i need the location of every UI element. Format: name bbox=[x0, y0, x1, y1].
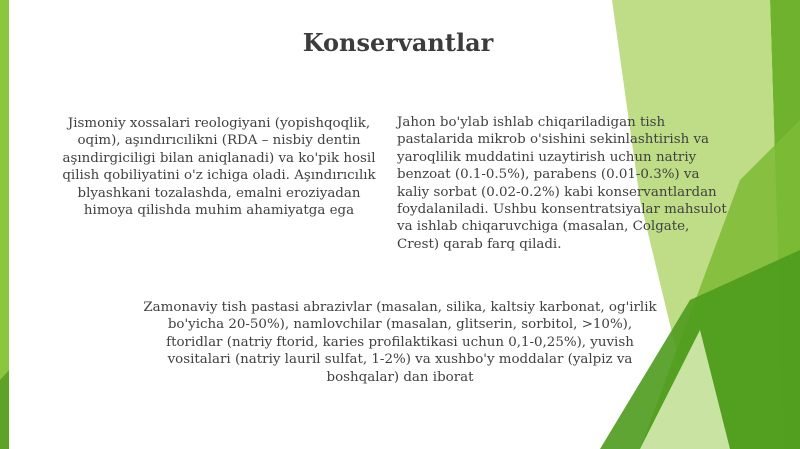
left-edge-highlight bbox=[0, 370, 9, 449]
paragraph-bottom: Zamonaviy tish pastasi abrazivlar (masalan, silika, kaltsiy karbonat, og'irlik bo'yicha 20-50%), namlovchilar (masalan, glitserin, sorbitol, >10%), ftoridlar (natriy ftorid, karies profilaktikasi uchun 0,1-0,25%), yuvish vositalari (natriy lauril sulfat, 1-2%) va xushbo'y moddalar (yalpiz va boshqalar) dan iborat bbox=[143, 300, 657, 385]
paragraph-right: Jahon bo'ylab ishlab chiqariladigan tish pastalarida mikrob o'sishini sekinlashtirish va yaroqlilik muddatini uzaytirish uchun natriy benzoat (0.1-0.5%), parabens (0.01-0.3%) va kaliy sorbat (0.02-0.2%) kabi konservantlardan foydalaniladi. Ushbu konsentratsiyalar mahsulot va ishlab chiqaruvchiga (masalan, Colgate, Crest) qarab farq qiladi. bbox=[397, 115, 727, 252]
slide-title: Konservantlar bbox=[302, 28, 494, 57]
paragraph-left: Jismoniy xossalari reologiyani (yopishqoqlik, oqim), aşındırıcılikni (RDA – nisbiy dentin aşındirgiciligi bilan aniqlanadi) va ko'pik hosil qilish qobiliyatini o'z ichiga oladi. Aşındırıcılık blyashkani tozalashda, emalni eroziyadan himoya qilishda muhim ahamiyatga ega bbox=[62, 116, 376, 219]
